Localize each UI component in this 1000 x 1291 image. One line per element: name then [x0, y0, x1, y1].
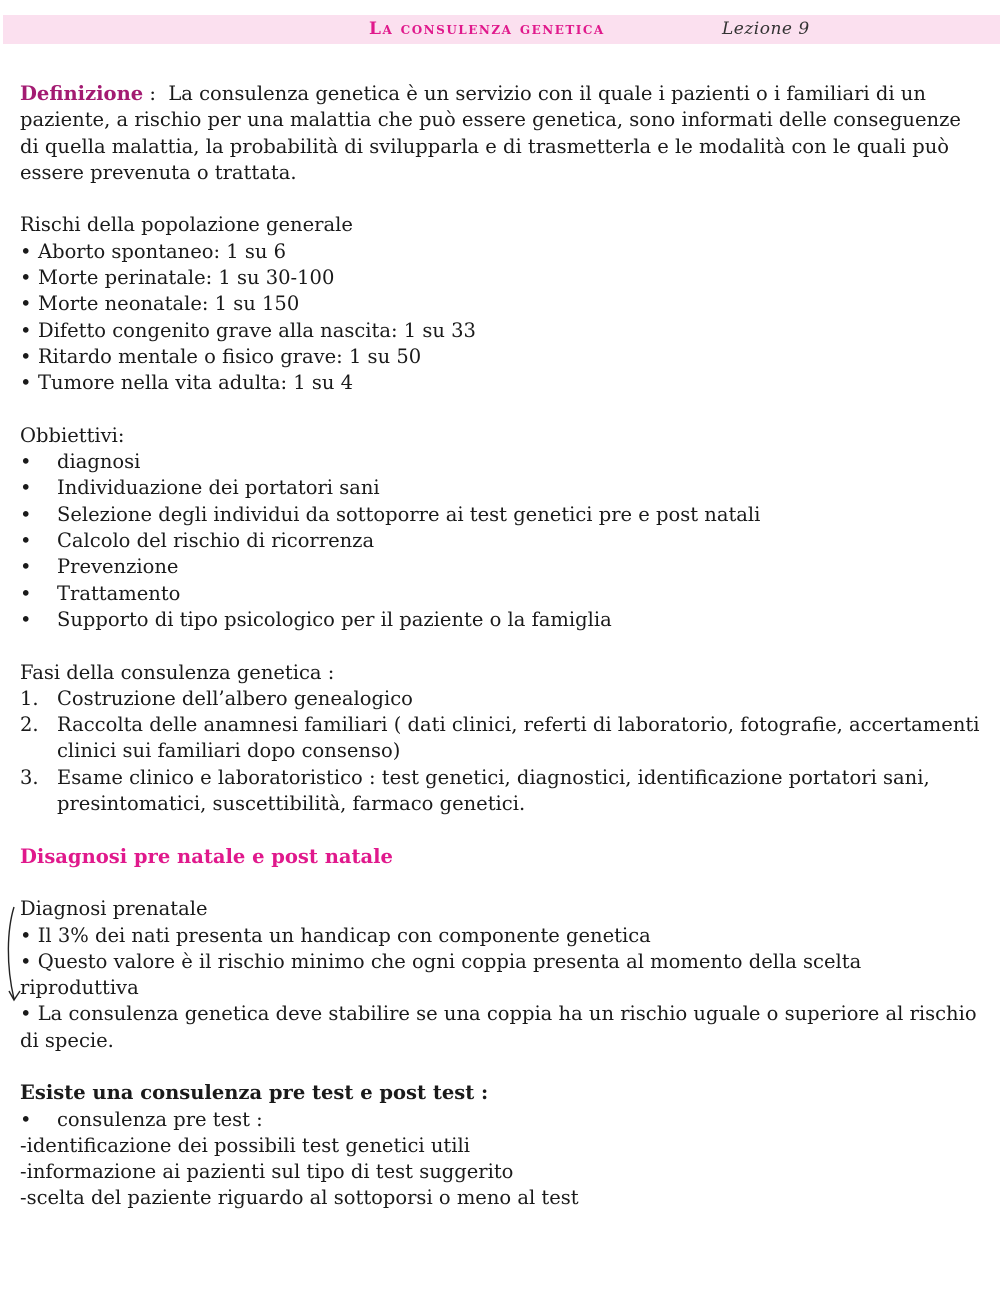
list-item-text: Raccolta delle anamnesi familiari ( dati clinici, referti di laboratorio, fotografie, accertamenti clinici sui familiari dopo consenso) — [57, 713, 980, 763]
section-title: Disagnosi pre natale e post natale — [20, 844, 393, 868]
list-item: • Aborto spontaneo: 1 su 6 — [20, 239, 980, 265]
list-number: 2. — [20, 713, 39, 737]
list-item: • Trattamento — [20, 581, 980, 607]
list-item: • Ritardo mentale o fisico grave: 1 su 50 — [20, 344, 980, 370]
list-number: 3. — [20, 765, 39, 789]
pretest-list — [20, 1107, 980, 1133]
pretest-line: -identificazione dei possibili test genetici utili — [20, 1133, 470, 1157]
definition-label: Definizione — [20, 82, 144, 105]
objectives-list — [20, 449, 980, 633]
pretest-heading: Esiste una consulenza pre test e post test : — [20, 1081, 489, 1105]
risks-list — [20, 239, 980, 397]
prenatal-item-text: La consulenza genetica deve stabilire se una coppia ha un rischio uguale o superiore al rischio di specie. — [20, 1002, 977, 1052]
definition-paragraph — [20, 81, 980, 186]
definition-separator: : — [143, 82, 169, 105]
list-item-text: Esame clinico e laboratoristico : test genetici, diagnostici, identificazione portatori sani, presintomatici, suscettibilità, farmaco genetici. — [57, 765, 930, 816]
list-item: • Morte neonatale: 1 su 150 — [20, 291, 980, 317]
pretest-line: -scelta del paziente riguardo al sottoporsi o meno al test — [20, 1186, 579, 1210]
list-item: • Difetto congenito grave alla nascita: 1 su 33 — [20, 318, 980, 344]
list-item: • Prevenzione — [20, 554, 980, 580]
page-title: La consulenza genetica — [369, 19, 605, 39]
phases-list — [20, 686, 980, 817]
list-item: • Morte perinatale: 1 su 30-100 — [20, 265, 980, 291]
pretest-line: -informazione ai pazienti sul tipo di test suggerito — [20, 1160, 514, 1184]
list-item: • Individuazione dei portatori sani — [20, 475, 980, 501]
prenatal-item: • Questo valore è il rischio minimo che ogni coppia presenta al momento della scelta riproduttiva — [20, 949, 862, 1000]
list-item: • Calcolo del rischio di ricorrenza — [20, 528, 980, 554]
list-number: 1. — [20, 686, 39, 710]
prenatal-item-text: Questo valore è il rischio minimo che ogni coppia presenta al momento della scelta riproduttiva — [20, 949, 862, 1000]
list-item — [20, 765, 980, 818]
prenatal-item-text: Il 3% dei nati presenta un handicap con componente genetica — [37, 923, 651, 947]
risks-heading: Rischi della popolazione generale — [20, 213, 353, 237]
prenatal-item: • La consulenza genetica deve stabilire se una coppia ha un rischio uguale o superiore al rischio di specie. — [20, 1002, 977, 1052]
objectives-heading: Obbiettivi: — [20, 423, 125, 447]
list-item — [20, 712, 980, 765]
list-item: • Selezione degli individui da sottoporre ai test genetici pre e post natali — [20, 502, 980, 528]
prenatal-item: • Il 3% dei nati presenta un handicap con componente genetica — [20, 923, 651, 947]
list-item-text: Costruzione dell’albero genealogico — [57, 686, 413, 710]
list-item: • Tumore nella vita adulta: 1 su 4 — [20, 370, 980, 396]
prenatal-heading: Diagnosi prenatale — [20, 897, 208, 921]
definition-text: La consulenza genetica è un servizio con il quale i pazienti o i familiari di un paziente, a rischio per una malattia che può essere genetica, sono informati delle conseguenze di quella malattia, la probabilità di svilupparla e di trasmetterla e le modalità con le quali può essere prevenuta o trattata. — [20, 82, 961, 184]
document-body — [20, 81, 980, 1212]
list-item: • Supporto di tipo psicologico per il paziente o la famiglia — [20, 607, 980, 633]
phases-heading: Fasi della consulenza genetica : — [20, 660, 335, 684]
lesson-label: Lezione 9 — [722, 19, 810, 39]
list-item: • diagnosi — [20, 449, 980, 475]
list-item — [20, 686, 980, 712]
list-item: • consulenza pre test : — [20, 1107, 980, 1133]
